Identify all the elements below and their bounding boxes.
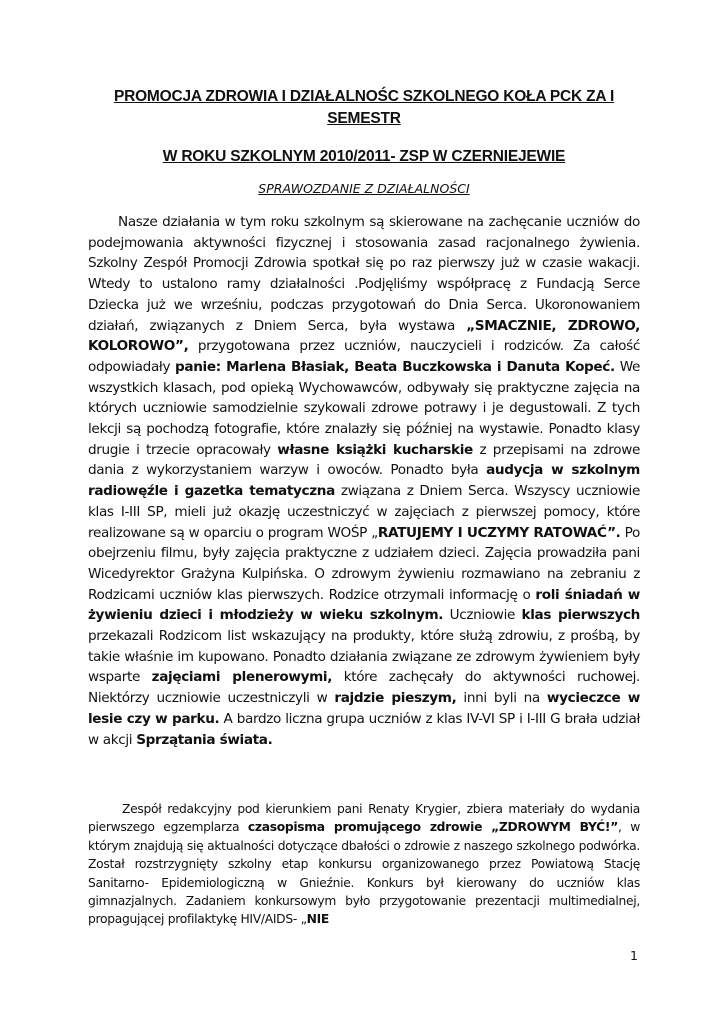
document-title-line2: W ROKU SZKOLNYM 2010/2011- ZSP W CZERNIEJEWIE [162,148,566,165]
text-run: inni byli na [456,690,547,707]
bold-text: własne książki kucharskie [277,441,473,458]
bold-text: roli śniadań w żywieniu dzieci i młodzieży w wieku szkolnym. [88,586,640,624]
text-run: , w którym znajdują się aktualności dotyczące dbałości o zdrowie z naszego szkolnego podwórka. Został rozstrzygnięty szkolny etap konkursu organizowanego przez Powiatową Stację Sanitarno- Epidemiologiczną w Gnieźnie. Konkurs był kierowany do uczniów klas gimnazjalnych. Zadaniem konkursowym było przygotowanie prezentacji multimedialnej, propagującej profilaktykę HIV/AIDS- „ [88,820,641,927]
bold-text: czasopisma promującego zdrowie „ZDROWYM BYĆ!” [247,820,618,835]
text-run: Zespół redakcyjny pod kierunkiem pani Renaty Krygier, zbiera materiały do wydania pierwszego egzemplarza [88,802,640,835]
document-subtitle: SPRAWOZDANIE Z DZIAŁALNOŚCI [258,181,470,196]
bold-text: NIE [306,912,330,927]
text-run: które zachęcały do aktywności ruchowej. Niektórzy uczniowie uczestniczyli w [88,669,640,707]
paragraph-1 [88,212,640,750]
bold-text: „SMACZNIE, ZDROWO, KOLOROWO”, [88,317,640,355]
bold-text: klas pierwszych [521,607,640,624]
bold-text: zajęciami plenerowymi, [151,669,333,686]
bold-text: audycja w szkolnym radiowęźle i gazetka tematyczna [88,462,640,500]
text-run: związana z Dniem Serca. Wszyscy uczniowie klas I-III SP, mieli już okazję uczestniczyć w zajęciach z pierwszej pomocy, które realizowane są w oparciu o program WOŚP „ [88,483,640,541]
bold-text: wycieczce w lesie czy w parku. [88,690,641,727]
text-run: przygotowana przez uczniów, nauczycieli i rodziców. Za całość odpowiadały [88,338,640,375]
text-run: A bardzo liczna grupa uczniów z klas IV-VI SP i I-III G brała udział w akcji [88,710,640,748]
text-run: z przepisami na zdrowe dania z wykorzystaniem warzyw i owoców. Ponadto była [88,441,640,479]
text-run: Po obejrzeniu filmu, były zajęcia praktyczne z udziałem dzieci. Zajęcia prowadziła pani Wicedyrektor Grażyna Kulpińska. O zdrowym żywieniu rozmawiano na zebraniu z Rodzicami uczniów klas pierwszych. Rodzice otrzymali informację o [88,524,640,603]
bold-text: rajdzie pieszym, [334,690,457,707]
text-run: przekazali Rodzicom list wskazujący na produkty, które służą zdrowiu, z prośbą, by takie właśnie im kupowano. Ponadto działania związane ze zdrowym żywieniem były wsparte [88,628,640,686]
bold-text: Sprzątania świata. [136,731,273,748]
text-run: We wszystkich klasach, pod opieką Wychowawców, odbywały się praktyczne zajęcia na których uczniowie samodzielnie szykowali zdrowe potrawy i je degustowali. Z tych lekcji są pochodzą fotografie, które znalazły się później na wystawie. Ponadto klasy drugie i trzecie opracowały [88,358,641,458]
text-run: Uczniowie [443,607,522,624]
paragraph-2 [88,800,640,929]
page-number: 1 [630,948,638,963]
bold-text: RATUJEMY I UCZYMY RATOWAĆ”. [377,524,621,541]
document-title: PROMOCJA ZDROWIA I DZIAŁALNOŚC SZKOLNEGO KOŁA PCK ZA I SEMESTR [113,88,615,127]
bold-text: panie: Marlena Błasiak, Beata Buczkowska i Danuta Kopeć. [175,358,615,375]
text-run: Nasze działania w tym roku szkolnym są skierowane na zachęcanie uczniów do podejmowania aktywności fizycznej i stosowania zasad racjonalnego żywienia. Szkolny Zespół Promocji Zdrowia spotkał się po raz pierwszy już w czasie wakacji. Wtedy to ustalono ramy działalności .Podjęliśmy współpracę z Fundacją Serce Dziecka już we wrześniu, podczas przygotowań do Dnia Serca. Ukoronowaniem działań, związanych z Dniem Serca, była wystawa [88,214,640,334]
